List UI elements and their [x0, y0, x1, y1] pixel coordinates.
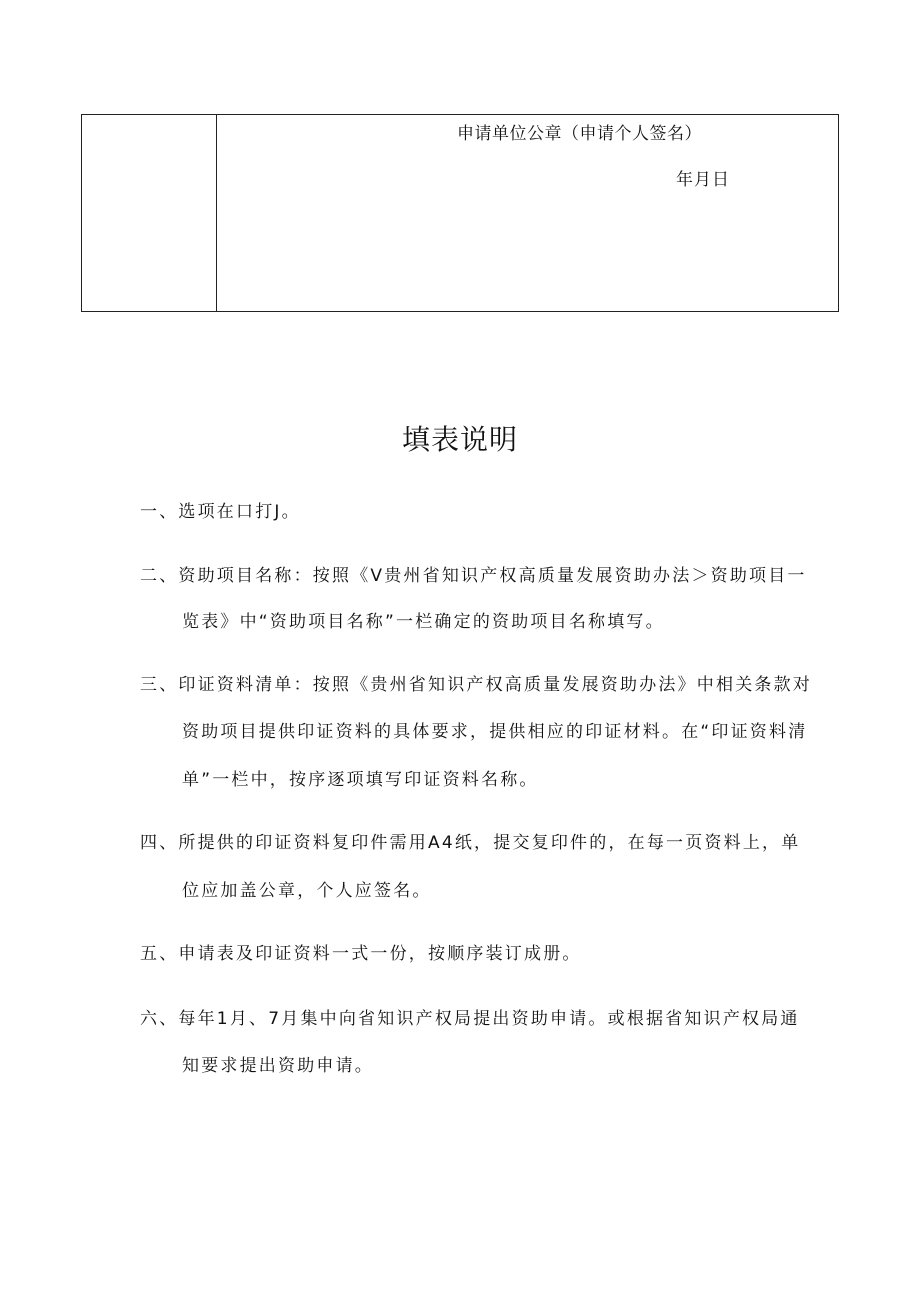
section-title: 填表说明: [401, 423, 518, 456]
instruction-text: 选项在口打J。: [178, 502, 301, 522]
instruction-number: 六、: [140, 1009, 179, 1029]
instruction-item-6: [140, 1007, 800, 1031]
instruction-text: 资助项目名称：按照《V贵州省知识产权高质量发展资助办法＞资助项目一: [178, 566, 807, 586]
instruction-continuation: 资助项目提供印证资料的具体要求，提供相应的印证材料。在“印证资料清: [182, 722, 808, 742]
signature-table: [81, 114, 839, 312]
instruction-continuation: 单”一栏中，按序逐项填写印证资料名称。: [182, 770, 539, 790]
instruction-continuation: 知要求提出资助申请。: [182, 1056, 374, 1076]
instruction-item-1: [140, 500, 301, 524]
instruction-item-3: [140, 673, 812, 697]
instruction-continuation: 位应加盖公章，个人应签名。: [182, 881, 432, 901]
instruction-text: 申请表及印证资料一式一份，按顺序装订成册。: [178, 944, 582, 964]
instruction-number: 二、: [140, 566, 179, 586]
instruction-text: 所提供的印证资料复印件需用A4纸，提交复印件的，在每一页资料上，单: [178, 833, 801, 853]
instruction-continuation: 览表》中“资助项目名称”一栏确定的资助项目名称填写。: [182, 612, 665, 632]
date-label: 年月日: [676, 170, 730, 190]
seal-signature-label: 申请单位公章（申请个人签名）: [457, 124, 702, 144]
instruction-number: 三、: [140, 675, 179, 695]
instruction-text: 印证资料清单：按照《贵州省知识产权高质量发展资助办法》中相关条款对: [178, 675, 813, 695]
instruction-item-2: [140, 564, 807, 588]
instruction-number: 四、: [140, 833, 179, 853]
table-column-divider: [216, 115, 217, 311]
instruction-item-4: [140, 831, 800, 855]
instruction-item-5: [140, 942, 582, 966]
instruction-number: 一、: [140, 502, 179, 522]
instruction-text: 每年1月、7月集中向省知识产权局提出资助申请。或根据省知识产权局通: [178, 1009, 800, 1029]
instruction-number: 五、: [140, 944, 179, 964]
